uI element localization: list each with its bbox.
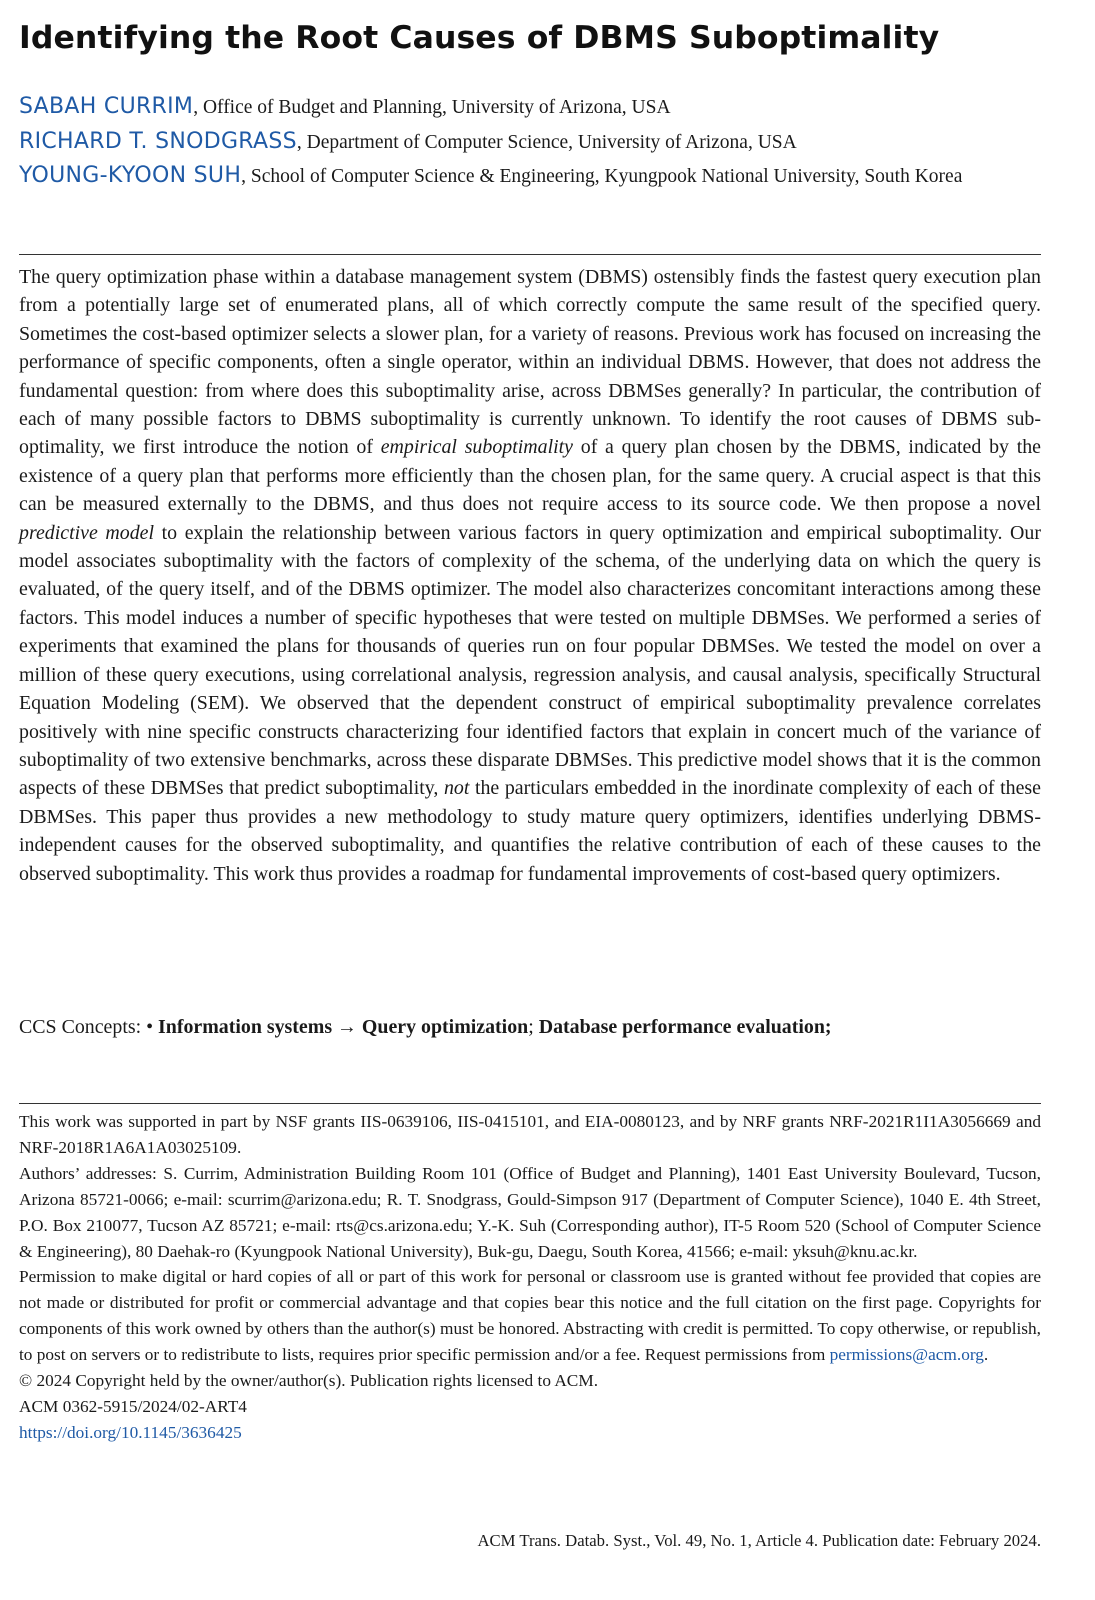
author-entry xyxy=(19,90,1041,125)
author-name: SABAH CURRIM xyxy=(19,94,194,119)
permission-text: Permission to make digital or hard copies of all or part of this work for personal or classroom use is granted without fee provided that copies are not made or distributed for profit or commercial advantage and that copies bear this notice and the full citation on the first page. Copyrights for components of this work owned by others than the author(s) must be honored. Abstracting with credit is permitted. To copy otherwise, or republish, to post on servers or to redistribute to lists, requires prior specific permission and/or a fee. Request permissions from xyxy=(19,1267,1041,1365)
author-affiliation: , School of Computer Science & Engineering, Kyungpook National University, South Korea xyxy=(241,166,963,187)
doi-link[interactable]: https://doi.org/10.1145/3636425 xyxy=(19,1422,242,1442)
doi-note xyxy=(19,1420,1041,1446)
author-addresses: Authors’ addresses: S. Currim, Administration Building Room 101 (Office of Budget and Planning), 1401 East University Boulevard, Tucson, Arizona 85721-0066; e-mail: scurrim@arizona.edu; R. T. Snodgrass, Gould-Simpson 917 (Department of Computer Science), 1040 E. 4th Street, P.O. Box 210077, Tucson AZ 85721; e-mail: rts@cs.arizona.edu; Y.-K. Suh (Corresponding author), IT-5 Room 520 (School of Computer Science & Engineering), 80 Daehak-ro (Kyungpook National University), Buk-gu, Daegu, South Korea, 41566; e-mail: yksuh@knu.ac.kr. xyxy=(19,1163,1041,1261)
permissions-email-link[interactable]: permissions@acm.org xyxy=(829,1345,984,1365)
abstract-text: the particulars embedded in the inordinate complexity of each of these DBMSes. This paper thus provides a new methodology to study mature query optimizers, identifies underlying DBMS-independent causes for the observed suboptimality, and quantifies the relative contribution of each of these causes to the observed suboptimality. This work thus provides a roadmap for fundamental improvements of cost-based query optimizers. xyxy=(19,777,1041,885)
ccs-arrow: → xyxy=(332,1016,362,1038)
paper-title: Identifying the Root Causes of DBMS Suboptimality xyxy=(19,20,940,56)
abstract xyxy=(19,263,1041,888)
running-footer: ACM Trans. Datab. Syst., Vol. 49, No. 1, Article 4. Publication date: February 2024. xyxy=(477,1531,1041,1550)
permission-note xyxy=(19,1264,1041,1368)
funding-note: This work was supported in part by NSF grants IIS-0639106, IIS-0415101, and EIA-0080123, and by NRF grants NRF-2021R1I1A3056669 and NRF-2018R1A6A1A03025109. xyxy=(19,1112,1041,1157)
ccs-concept: Database performance evaluation; xyxy=(538,1016,832,1038)
author-name: YOUNG-KYOON SUH xyxy=(19,163,242,188)
abstract-text: of a query plan chosen by the DBMS, indicated by the existence of a query plan that performs more efficiently than the chosen plan, for the same query. A crucial aspect is that this can be measured externally to the DBMS, and thus does not require access to its source code. We then propose a novel xyxy=(19,436,1042,516)
author-entry xyxy=(19,125,1041,160)
footnotes xyxy=(19,1109,1041,1446)
abstract-emphasis: predictive model xyxy=(19,521,155,544)
author-affiliation: , Department of Computer Science, University of Arizona, USA xyxy=(296,132,797,153)
footnote-rule xyxy=(19,1103,1041,1104)
ccs-concept: Information systems xyxy=(158,1016,333,1038)
ccs-label: CCS Concepts: • xyxy=(19,1016,159,1038)
ccs-concepts xyxy=(19,1013,1041,1041)
author-name: RICHARD T. SNODGRASS xyxy=(19,129,297,154)
ccs-separator: ; xyxy=(528,1016,539,1038)
header-rule xyxy=(19,254,1041,255)
abstract-emphasis: not xyxy=(443,777,470,800)
permission-text: . xyxy=(983,1345,989,1365)
abstract-text: to explain the relationship between various factors in query optimization and empirical suboptimality. Our model associates suboptimality with the factors of complexity of the schema, of the underlying data on which the query is evaluated, of the query itself, and of the DBMS optimizer. The model also characterizes concomitant interactions among these factors. This model induces a number of specific hypotheses that were tested on multiple DBMSes. We performed a series of experiments that examined the plans for thousands of queries run on four popular DBMSes. We tested the model on over a million of these query executions, using correlational analysis, regression analysis, and causal analysis, specifically Structural Equation Modeling (SEM). We observed that the dependent construct of empirical suboptimality prevalence correlates positively with nine specific constructs characterizing four identified factors that explain in concert much of the variance of suboptimality of two extensive benchmarks, across these disparate DBMSes. This predictive model shows that it is the common aspects of these DBMSes that predict suboptimality, xyxy=(19,521,1041,800)
ccs-concept: Query optimization xyxy=(361,1016,529,1038)
author-affiliation: , Office of Budget and Planning, University of Arizona, USA xyxy=(193,97,671,118)
issn-note: ACM 0362-5915/2024/02-ART4 xyxy=(19,1396,247,1416)
author-list xyxy=(19,90,1041,193)
author-entry xyxy=(19,160,1041,193)
abstract-emphasis: empirical suboptimality xyxy=(380,436,573,459)
abstract-text: The query optimization phase within a database management system (DBMS) ostensibly finds the fastest query execution plan from a potentially large set of enumerated plans, all of which correctly compute the same result of the specified query. Sometimes the cost-based optimizer selects a slower plan, for a variety of reasons. Previous work has focused on increasing the performance of specific components, often a single operator, within an individual DBMS. However, that does not address the fundamental question: from where does this suboptimality arise, across DBMSes generally? In particular, the contribution of each of many possible factors to DBMS suboptimality is currently unknown. To identify the root causes of DBMS sub-optimality, we first introduce the notion of xyxy=(19,266,1041,459)
copyright-note: © 2024 Copyright held by the owner/author(s). Publication rights licensed to ACM. xyxy=(19,1371,599,1391)
